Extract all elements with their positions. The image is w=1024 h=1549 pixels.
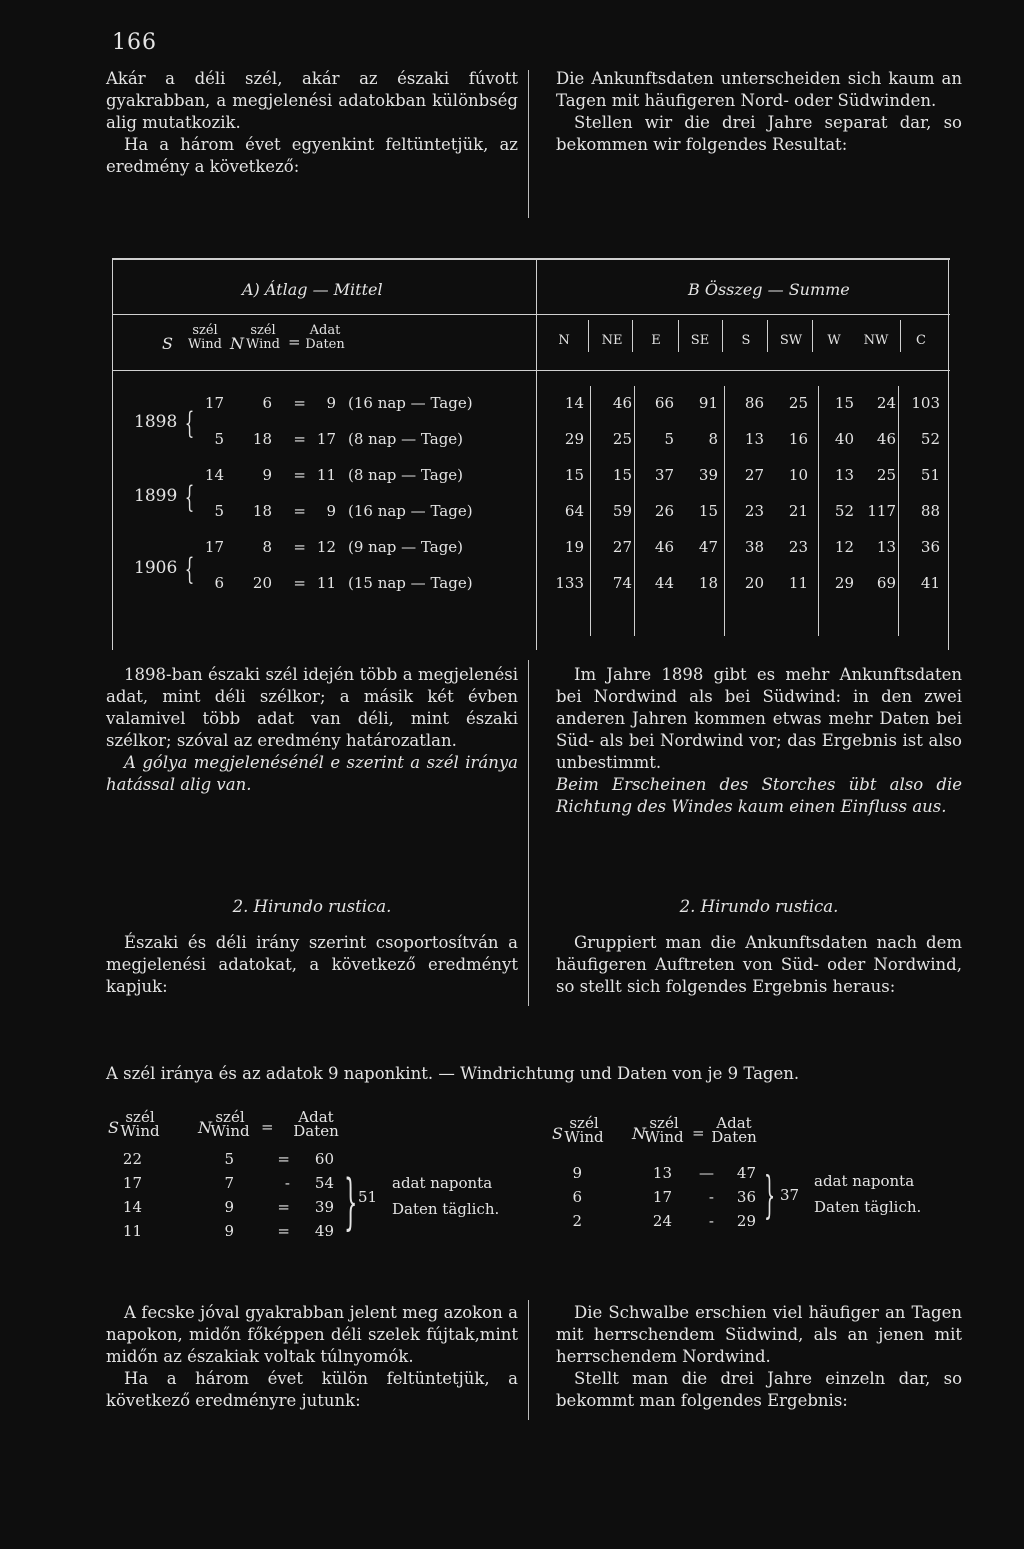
sub-left-total: 51 bbox=[358, 1188, 378, 1206]
s-letter: S bbox=[162, 334, 173, 353]
row-value-s: 23 bbox=[744, 502, 764, 520]
dir-sep bbox=[678, 320, 679, 352]
row-value-e: 46 bbox=[654, 538, 674, 556]
mid-hu-p1: 1898-ban északi szél idején több a megjelenési adat, mint déli szélkor; a másik két évben valamivel több adat van déli, mint északi szélkor; szóval az eredmény határozatlan. bbox=[106, 665, 518, 750]
section-hu-p: Északi és déli irány szerint csoportosítván a megjelenési adatokat, a következő eredményt kapjuk: bbox=[106, 933, 518, 996]
sub-right-hu-label: adat naponta bbox=[814, 1172, 915, 1190]
mid-de-text bbox=[556, 664, 962, 818]
row-value-se: 39 bbox=[698, 466, 718, 484]
dir-sep bbox=[767, 320, 768, 352]
row-value-ne: 27 bbox=[612, 538, 632, 556]
brace-1906: { bbox=[184, 552, 195, 587]
sub-row-eq: = bbox=[277, 1198, 290, 1216]
row-value-c: 88 bbox=[920, 502, 940, 520]
s-letter: S bbox=[108, 1118, 119, 1137]
sub-row-s: 9 bbox=[572, 1164, 582, 1182]
row-value-s: 27 bbox=[744, 466, 764, 484]
dir-sep bbox=[722, 320, 723, 352]
sub-left-de-label: Daten täglich. bbox=[392, 1200, 500, 1218]
row-value-c: 41 bbox=[920, 574, 940, 592]
row-value-n: 133 bbox=[555, 574, 584, 592]
row-n: 18 bbox=[252, 430, 272, 448]
row-d: 12 bbox=[316, 538, 336, 556]
top-hu-text bbox=[106, 68, 518, 178]
sub-table-left bbox=[108, 1104, 528, 1254]
year-1898: 1898 bbox=[134, 412, 178, 432]
row-value-ne: 25 bbox=[612, 430, 632, 448]
row-value-w: 13 bbox=[834, 466, 854, 484]
bottom-hu-p1: A fecske jóval gyakrabban jelent meg azokon a napokon, midőn főképpen déli szelek fújtak,mint midőn az északiak voltak túlnyomók. bbox=[106, 1303, 518, 1366]
table-left-border bbox=[112, 258, 113, 650]
brace-1898: { bbox=[184, 406, 195, 441]
row-s: 6 bbox=[214, 574, 224, 592]
row-value-e: 5 bbox=[664, 430, 674, 448]
sub-row-n: 5 bbox=[224, 1150, 234, 1168]
sub-row-d: 60 bbox=[314, 1150, 334, 1168]
section-title-de: 2. Hirundo rustica. bbox=[679, 897, 839, 916]
s-letter: S bbox=[552, 1124, 563, 1143]
sub-row-n: 7 bbox=[224, 1174, 234, 1192]
row-value-sw: 11 bbox=[788, 574, 808, 592]
sub-left-hu-label: adat naponta bbox=[392, 1174, 493, 1192]
row-n: 6 bbox=[262, 394, 272, 412]
row-d: 11 bbox=[316, 574, 336, 592]
dir-c: C bbox=[916, 333, 926, 348]
row-value-c: 36 bbox=[920, 538, 940, 556]
row-d: 9 bbox=[326, 394, 336, 412]
row-value-ne: 59 bbox=[612, 502, 632, 520]
row-value-e: 37 bbox=[654, 466, 674, 484]
row-value-n: 19 bbox=[564, 538, 584, 556]
row-value-se: 8 bbox=[708, 430, 718, 448]
column-divider bbox=[528, 660, 529, 1006]
val-sep bbox=[634, 386, 635, 636]
dir-se: SE bbox=[690, 333, 710, 348]
row-value-s: 13 bbox=[744, 430, 764, 448]
dir-sw: SW bbox=[779, 333, 803, 348]
dir-sep bbox=[632, 320, 633, 352]
row-value-nw: 25 bbox=[876, 466, 896, 484]
sub-row-s: 11 bbox=[122, 1222, 142, 1240]
row-value-s: 86 bbox=[744, 394, 764, 412]
table-section-divider bbox=[536, 258, 537, 650]
s-wind-label: szél Wind bbox=[188, 323, 222, 352]
sub-row-s: 14 bbox=[122, 1198, 142, 1216]
row-value-nw: 46 bbox=[876, 430, 896, 448]
section-de-text bbox=[556, 932, 962, 998]
sub-row-s: 2 bbox=[572, 1212, 582, 1230]
header-rule bbox=[112, 314, 950, 315]
row-value-e: 44 bbox=[654, 574, 674, 592]
s-wind-label: szél Wind bbox=[120, 1108, 160, 1140]
n-letter: N bbox=[198, 1118, 212, 1137]
row-eq: = bbox=[293, 538, 306, 556]
row-days-note: (16 nap — Tage) bbox=[348, 394, 473, 412]
column-divider bbox=[528, 1300, 529, 1420]
mid-de-p1: Im Jahre 1898 gibt es mehr Ankunftsdaten bei Nordwind als bei Südwind: in den zwei anderen Jahren kommen etwas mehr Daten bei Süd- als bei Nordwind vor; das Ergebnis ist also unbestimmt. bbox=[556, 665, 962, 772]
bottom-de-p1: Die Schwalbe erschien viel häufiger an Tagen mit herrschendem Südwind, als an jenen mit herrschendem Nordwind. bbox=[556, 1303, 962, 1366]
caption-hu: A szél iránya és az adatok bbox=[106, 1064, 323, 1083]
bottom-de-p2: Stellt man die drei Jahre einzeln dar, so bekommt man folgendes Ergebnis: bbox=[556, 1369, 962, 1410]
dir-e: E bbox=[651, 333, 661, 348]
row-n: 8 bbox=[262, 538, 272, 556]
row-d: 17 bbox=[316, 430, 336, 448]
row-eq: = bbox=[293, 502, 306, 520]
caption-dash: — bbox=[438, 1064, 455, 1083]
sub-row-eq: = bbox=[277, 1150, 290, 1168]
section-hu-text bbox=[106, 932, 518, 998]
row-value-w: 40 bbox=[834, 430, 854, 448]
dir-s: S bbox=[741, 333, 751, 348]
row-value-e: 66 bbox=[654, 394, 674, 412]
row-days-note: (8 nap — Tage) bbox=[348, 430, 464, 448]
dir-n: N bbox=[558, 333, 570, 348]
dir-sep bbox=[812, 320, 813, 352]
row-value-n: 64 bbox=[564, 502, 584, 520]
header-sum: B Összeg — Summe bbox=[688, 280, 850, 299]
sub-row-n: 9 bbox=[224, 1198, 234, 1216]
sub-row-eq: - bbox=[708, 1212, 714, 1230]
row-value-s: 38 bbox=[744, 538, 764, 556]
row-value-sw: 21 bbox=[788, 502, 808, 520]
dir-ne: NE bbox=[601, 333, 623, 348]
row-value-c: 103 bbox=[911, 394, 940, 412]
bottom-de-text bbox=[556, 1302, 962, 1412]
sub-row-n: 13 bbox=[652, 1164, 672, 1182]
section-de-p: Gruppiert man die Ankunftsdaten nach dem häufigeren Auftreten von Süd- oder Nordwind, so stellt sich folgendes Ergebnis heraus: bbox=[556, 933, 962, 996]
equals-sign: = bbox=[288, 333, 301, 351]
sub-row-d: 39 bbox=[314, 1198, 334, 1216]
sub-row-d: 29 bbox=[736, 1212, 756, 1230]
bottom-hu-text bbox=[106, 1302, 518, 1412]
brace-right: } bbox=[344, 1167, 358, 1237]
equals-sign: = bbox=[692, 1124, 705, 1142]
data-label: Adat Daten bbox=[711, 1114, 757, 1146]
row-s: 17 bbox=[204, 394, 224, 412]
row-value-se: 91 bbox=[698, 394, 718, 412]
row-value-sw: 23 bbox=[788, 538, 808, 556]
page-number: 166 bbox=[112, 30, 157, 55]
equals-sign: = bbox=[261, 1118, 274, 1136]
dir-sep bbox=[900, 320, 901, 352]
row-s: 17 bbox=[204, 538, 224, 556]
column-divider bbox=[528, 70, 529, 218]
data-label: Adat Daten bbox=[305, 323, 345, 352]
row-value-c: 51 bbox=[920, 466, 940, 484]
n-wind-label: szél Wind bbox=[644, 1114, 684, 1146]
n-wind-label: szél Wind bbox=[246, 323, 280, 352]
top-de-text bbox=[556, 68, 962, 156]
table-right-border bbox=[948, 258, 949, 650]
row-value-s: 20 bbox=[744, 574, 764, 592]
subheader-rule bbox=[112, 370, 950, 371]
row-value-c: 52 bbox=[920, 430, 940, 448]
row-d: 9 bbox=[326, 502, 336, 520]
row-value-n: 14 bbox=[564, 394, 584, 412]
row-value-w: 29 bbox=[834, 574, 854, 592]
sub-row-d: 36 bbox=[736, 1188, 756, 1206]
sub-row-d: 47 bbox=[736, 1164, 756, 1182]
data-label: Adat Daten bbox=[293, 1108, 339, 1140]
sub-row-n: 9 bbox=[224, 1222, 234, 1240]
top-de-p1: Die Ankunftsdaten unterscheiden sich kaum an Tagen mit häufigeren Nord- oder Südwinden. bbox=[556, 69, 962, 110]
top-hu-p1: Akár a déli szél, akár az északi fúvott gyakrabban, a megjelenési adatokban különbség alig mutatkozik. bbox=[106, 69, 518, 132]
row-value-ne: 15 bbox=[612, 466, 632, 484]
caption-de-end: Tagen. bbox=[743, 1064, 800, 1083]
table-top-rule bbox=[112, 258, 950, 260]
sub-row-eq: = bbox=[277, 1222, 290, 1240]
sub-row-n: 17 bbox=[652, 1188, 672, 1206]
row-days-note: (15 nap — Tage) bbox=[348, 574, 473, 592]
table-caption bbox=[106, 1064, 962, 1083]
caption-hu-num: 9 bbox=[327, 1064, 339, 1083]
row-days-note: (9 nap — Tage) bbox=[348, 538, 464, 556]
row-n: 18 bbox=[252, 502, 272, 520]
sub-row-n: 24 bbox=[652, 1212, 672, 1230]
caption-de-num: 9 bbox=[727, 1064, 739, 1083]
row-value-n: 15 bbox=[564, 466, 584, 484]
row-eq: = bbox=[293, 466, 306, 484]
row-value-w: 12 bbox=[834, 538, 854, 556]
sub-row-d: 54 bbox=[314, 1174, 334, 1192]
row-n: 20 bbox=[252, 574, 272, 592]
sub-row-d: 49 bbox=[314, 1222, 334, 1240]
sub-row-s: 22 bbox=[122, 1150, 142, 1168]
row-d: 11 bbox=[316, 466, 336, 484]
row-value-e: 26 bbox=[654, 502, 674, 520]
row-value-sw: 10 bbox=[788, 466, 808, 484]
bottom-hu-p2: Ha a három évet külön feltüntetjük, a következő eredményre jutunk: bbox=[106, 1369, 518, 1410]
row-value-ne: 46 bbox=[612, 394, 632, 412]
mid-hu-text bbox=[106, 664, 518, 796]
row-value-ne: 74 bbox=[612, 574, 632, 592]
sub-row-s: 6 bbox=[572, 1188, 582, 1206]
sub-row-eq: — bbox=[699, 1164, 714, 1182]
row-value-sw: 16 bbox=[788, 430, 808, 448]
dir-sep bbox=[588, 320, 589, 352]
val-sep bbox=[898, 386, 899, 636]
row-value-se: 15 bbox=[698, 502, 718, 520]
row-value-n: 29 bbox=[564, 430, 584, 448]
row-value-nw: 13 bbox=[876, 538, 896, 556]
row-days-note: (16 nap — Tage) bbox=[348, 502, 473, 520]
row-s: 5 bbox=[214, 430, 224, 448]
row-n: 9 bbox=[262, 466, 272, 484]
top-hu-p2: Ha a három évet egyenkint feltüntetjük, az eredmény a következő: bbox=[106, 135, 518, 176]
top-de-p2: Stellen wir die drei Jahre separat dar, so bekommen wir folgendes Resultat: bbox=[556, 113, 962, 154]
sub-row-eq: - bbox=[708, 1188, 714, 1206]
sub-right-total: 37 bbox=[780, 1186, 800, 1204]
val-sep bbox=[818, 386, 819, 636]
wind-data-table bbox=[112, 258, 950, 650]
brace-1899: { bbox=[184, 480, 195, 515]
row-s: 5 bbox=[214, 502, 224, 520]
mid-de-italic: Beim Erscheinen des Storches übt also die Richtung des Windes kaum einen Einfluss aus. bbox=[556, 775, 962, 816]
mid-hu-italic: A gólya megjelenésénél e szerint a szél iránya hatással alig van. bbox=[106, 753, 518, 794]
year-1906: 1906 bbox=[134, 558, 178, 578]
dir-w: W bbox=[827, 333, 841, 348]
row-value-nw: 24 bbox=[876, 394, 896, 412]
val-sep bbox=[590, 386, 591, 636]
val-sep bbox=[724, 386, 725, 636]
sub-table-right bbox=[552, 1110, 972, 1260]
s-wind-label: szél Wind bbox=[564, 1114, 604, 1146]
caption-de: Windrichtung und Daten von je bbox=[460, 1064, 723, 1083]
section-title-hu: 2. Hirundo rustica. bbox=[232, 897, 392, 916]
row-s: 14 bbox=[204, 466, 224, 484]
brace-right: } bbox=[764, 1166, 776, 1224]
caption-hu-end: naponkint. bbox=[343, 1064, 434, 1083]
row-value-se: 18 bbox=[698, 574, 718, 592]
year-1899: 1899 bbox=[134, 486, 178, 506]
sub-row-eq: - bbox=[284, 1174, 290, 1192]
n-wind-label: szél Wind bbox=[210, 1108, 250, 1140]
dir-nw: NW bbox=[863, 333, 889, 348]
sub-row-s: 17 bbox=[122, 1174, 142, 1192]
n-letter: N bbox=[632, 1124, 646, 1143]
row-eq: = bbox=[293, 394, 306, 412]
row-value-w: 15 bbox=[834, 394, 854, 412]
header-average: A) Átlag — Mittel bbox=[242, 280, 383, 299]
sub-right-de-label: Daten täglich. bbox=[814, 1198, 922, 1216]
row-value-se: 47 bbox=[698, 538, 718, 556]
row-value-nw: 69 bbox=[876, 574, 896, 592]
row-value-nw: 117 bbox=[867, 502, 896, 520]
row-eq: = bbox=[293, 574, 306, 592]
row-eq: = bbox=[293, 430, 306, 448]
row-value-sw: 25 bbox=[788, 394, 808, 412]
n-letter: N bbox=[230, 334, 244, 353]
row-value-w: 52 bbox=[834, 502, 854, 520]
row-days-note: (8 nap — Tage) bbox=[348, 466, 464, 484]
